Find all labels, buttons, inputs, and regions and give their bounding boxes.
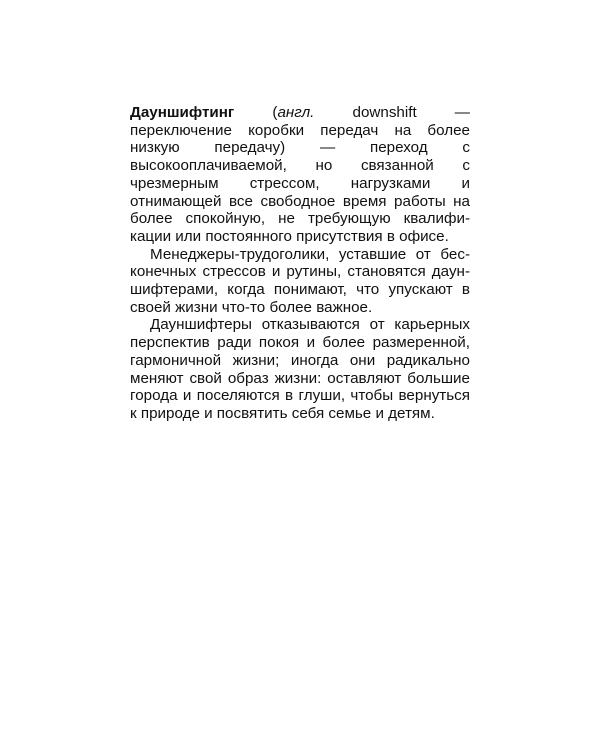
language-abbreviation: англ. (277, 104, 315, 121)
definition-paragraph (130, 104, 470, 246)
definition-text: downshift — переключение коробки передач на более низкую передачу) — переход с высокооплачиваемой, но связанной с чрезмерным стрессом, нагрузками и отнимающей все свободное время работы на более спокойную, не требующую квалификации или постоянного присутствия в офисе. (130, 104, 470, 245)
paragraph-managers: Менеджеры-трудоголики, уставшие от бесконечных стрессов и рутины, становятся дауншифтерами, когда понимают, что упускают в своей жизни что-то более важное. (130, 245, 470, 316)
defined-term: Дауншифтинг (130, 104, 235, 121)
article-text (130, 104, 470, 423)
open-paren: ( (234, 104, 278, 121)
paragraph-downshifters: Дауншифтеры отказываются от карьерных перспектив ради покоя и более размеренной, гармоничной жизни; иногда они радикально меняют свой образ жизни: оставляют большие города и поселяются в глуши, чтобы вернуться к природе и посвятить себя семье и детям. (130, 316, 470, 422)
